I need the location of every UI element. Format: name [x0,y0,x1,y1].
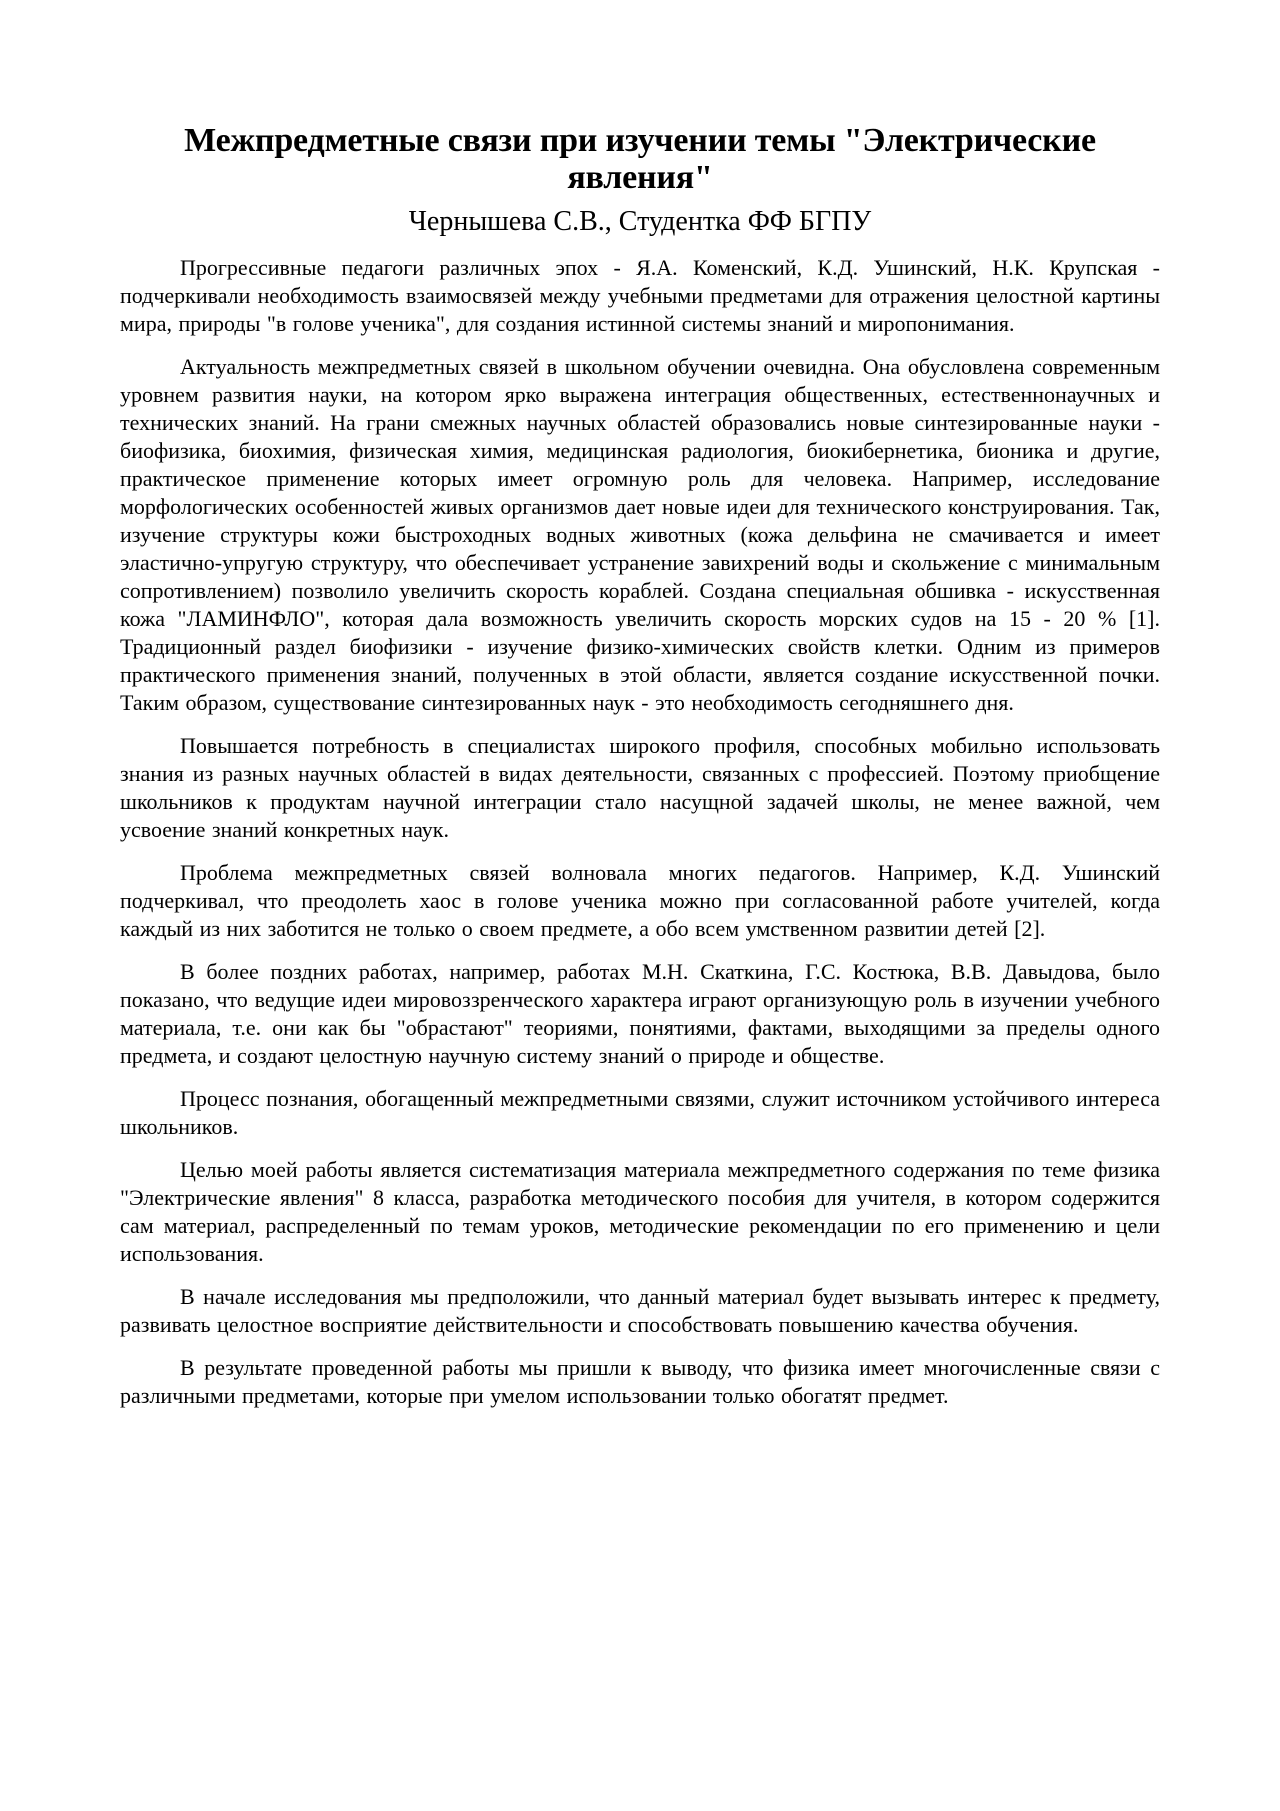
document-title: Межпредметные связи при изучении темы "Электрические явления" [184,122,1096,196]
paragraph-3: Повышается потребность в специалистах широкого профиля, способных мобильно использовать знания из разных научных областей в видах деятельности, связанных с профессией. Поэтому приобщение школьников к продуктам научной интеграции стало насущной задачей школы, не менее важной, чем усвоение знаний конкретных наук. [120,733,1160,842]
paragraph-8: В начале исследования мы предположили, что данный материал будет вызывать интерес к предмету, развивать целостное восприятие действительности и способствовать повышению качества обучения. [120,1284,1160,1337]
paragraph-1: Прогрессивные педагоги различных эпох - Я.А. Коменский, К.Д. Ушинский, Н.К. Крупская - подчеркивали необходимость взаимосвязей между учебными предметами для отражения целостной картины мира, природы "в голове ученика", для создания истинной системы знаний и миропонимания. [120,255,1160,336]
paragraph-4: Проблема межпредметных связей волновала многих педагогов. Например, К.Д. Ушинский подчеркивал, что преодолеть хаос в голове ученика можно при согласованной работе учителей, когда каждый из них заботится не только о своем предмете, а обо всем умственном развитии детей [2]. [120,860,1160,941]
paragraph-6: Процесс познания, обогащенный межпредметными связями, служит источником устойчивого интереса школьников. [120,1086,1160,1139]
document-body [120,254,1160,1410]
paragraph-7: Целью моей работы является систематизация материала межпредметного содержания по теме физика "Электрические явления" 8 класса, разработка методического пособия для учителя, в котором содержится сам материал, распределенный по темам уроков, методические рекомендации по его применению и цели использования. [120,1157,1160,1266]
paragraph-5: В более поздних работах, например, работах М.Н. Скаткина, Г.С. Костюка, В.В. Давыдова, было показано, что ведущие идеи мировоззренческого характера играют организующую роль в изучении учебного материала, т.е. они как бы "обрастают" теориями, понятиями, фактами, выходящими за пределы одного предмета, и создают целостную научную систему знаний о природе и обществе. [120,959,1160,1068]
author-line: Чернышева С.В., Студентка ФФ БГПУ [408,206,872,237]
paragraph-9: В результате проведенной работы мы пришли к выводу, что физика имеет многочисленные связи с различными предметами, которые при умелом использовании только обогатят предмет. [120,1355,1160,1408]
paragraph-2: Актуальность межпредметных связей в школьном обучении очевидна. Она обусловлена современным уровнем развития науки, на котором ярко выражена интеграция общественных, естественнонаучных и технических знаний. На грани смежных научных областей образовались новые синтезированные науки - биофизика, биохимия, физическая химия, медицинская радиология, биокибернетика, бионика и другие, практическое применение которых имеет огромную роль для человека. Например, исследование морфологических особенностей живых организмов дает новые идеи для технического конструирования. Так, изучение структуры кожи быстроходных водных животных (кожа дельфина не смачивается и имеет эластично-упругую структуру, что обеспечивает устранение завихрений воды и скольжение с минимальным сопротивлением) позволило увеличить скорость кораблей. Создана специальная обшивка - искусственная кожа "ЛАМИНФЛО", которая дала возможность увеличить скорость морских судов на 15 - 20 % [1]. Традиционный раздел биофизики - изучение физико-химических свойств клетки. Одним из примеров практического применения знаний, полученных в этой области, является создание искусственной почки. Таким образом, существование синтезированных наук - это необходимость сегодняшнего дня. [120,354,1160,715]
